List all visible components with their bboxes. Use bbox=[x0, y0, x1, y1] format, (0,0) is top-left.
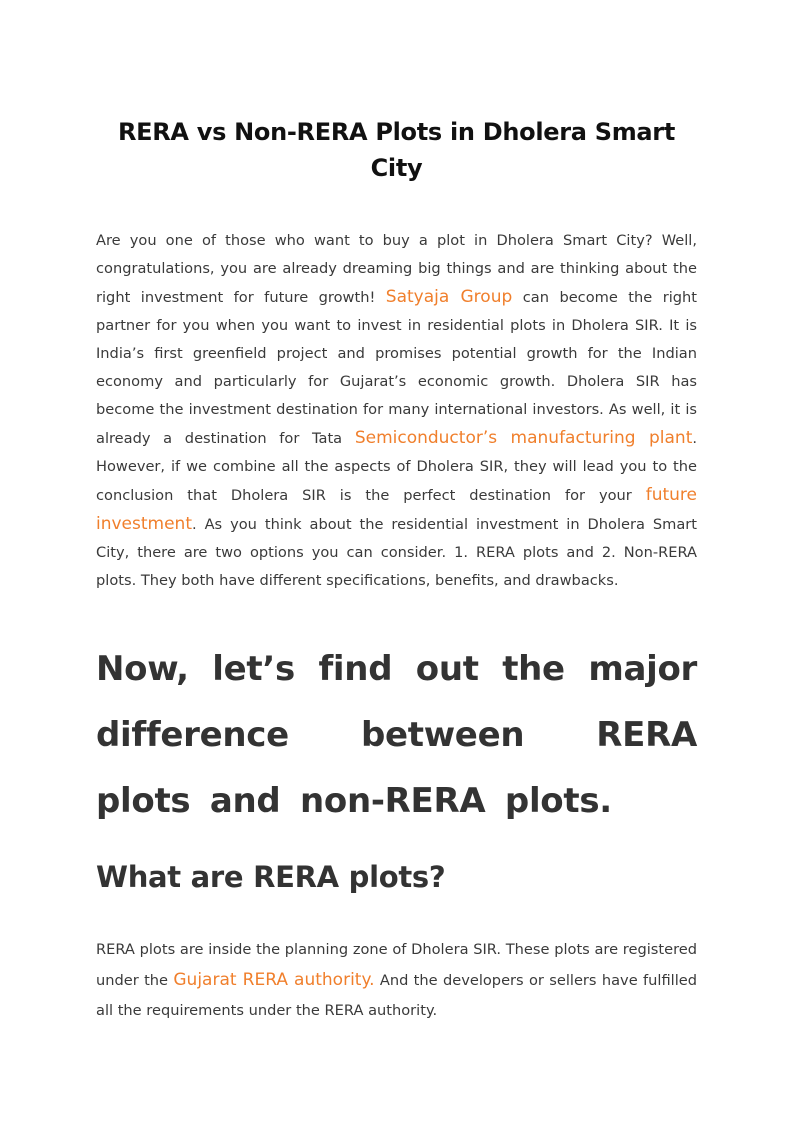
intro-text-1: Are you one of those who want to buy a plot in Dholera Smart City? Well, congratulations, you are already dreaming big things and are thinking about the right investment for future growth! bbox=[96, 232, 697, 306]
rera-plots-paragraph bbox=[96, 935, 697, 1026]
page-title: RERA vs Non-RERA Plots in Dholera Smart City bbox=[117, 118, 676, 182]
intro-text-4: . As you think about the residential investment in Dholera Smart City, there are two options you can consider. 1. RERA plots and 2. Non-RERA plots. They both have different specifications, benefits, and drawbacks. bbox=[96, 516, 697, 589]
rera-plots-heading: What are RERA plots? bbox=[96, 860, 446, 894]
gujarat-rera-link[interactable]: Gujarat RERA authority. bbox=[173, 970, 375, 990]
intro-paragraph bbox=[96, 227, 697, 595]
rera-text-1: RERA plots are inside the planning zone of Dholera SIR. These plots are registered under the bbox=[96, 941, 697, 989]
future-investment-link[interactable]: future investment bbox=[96, 485, 697, 534]
intro-text-3: . However, if we combine all the aspects of Dholera SIR, they will lead you to the conclusion that Dholera SIR is the perfect destination for your bbox=[96, 430, 697, 504]
semiconductor-plant-link[interactable]: Semiconductor’s manufacturing plant bbox=[354, 428, 693, 448]
intro-text-2: can become the right partner for you when you want to invest in residential plots in Dholera SIR. It is India’s first greenfield project and promises potential growth for the Indian economy and particularly for Gujarat’s economic growth. Dholera SIR has become the investment destination for many international investors. As well, it is already a destination for Tata bbox=[96, 289, 698, 447]
rera-text-2: And the developers or sellers have fulfilled all the requirements under the RERA authority. bbox=[96, 972, 697, 1019]
satyaja-group-link[interactable]: Satyaja Group bbox=[385, 287, 513, 307]
major-difference-heading: Now, let’s find out the major difference between RERA plots and non-RERA plots. bbox=[96, 649, 697, 821]
